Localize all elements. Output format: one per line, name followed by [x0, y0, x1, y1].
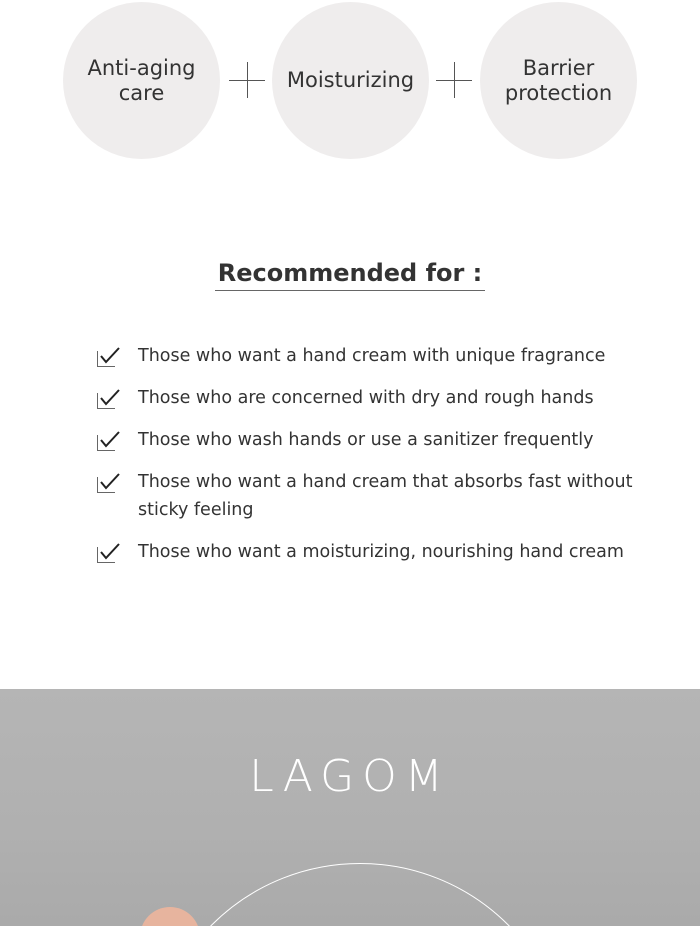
benefits-section	[0, 0, 700, 160]
list-item-text: Those who wash hands or use a sanitizer frequently	[138, 430, 594, 450]
decorative-arc	[150, 863, 570, 926]
list-item	[97, 384, 657, 412]
brand-logo: LAGOM	[249, 751, 451, 802]
list-item	[97, 426, 657, 454]
list-item-text: Those who want a hand cream that absorbs fast without sticky feeling	[138, 472, 633, 520]
benefit-label: Moisturizing	[286, 68, 415, 92]
brand-banner	[0, 689, 700, 926]
plus-icon	[229, 62, 265, 98]
hand-image	[140, 907, 200, 926]
list-item-text: Those who want a hand cream with unique fragrance	[138, 346, 606, 366]
list-item	[97, 468, 657, 524]
checkbox-check-icon	[97, 543, 119, 563]
benefit-anti-aging	[63, 2, 220, 159]
list-item-text: Those who are concerned with dry and rough hands	[138, 388, 594, 408]
checkbox-check-icon	[97, 431, 119, 451]
checkbox-check-icon	[97, 347, 119, 367]
checkbox-check-icon	[97, 389, 119, 409]
checkbox-check-icon	[97, 473, 119, 493]
benefit-moisturizing	[272, 2, 429, 159]
recommended-title-text: Recommended for :	[215, 259, 486, 291]
benefit-barrier-protection	[480, 2, 637, 159]
recommended-list	[97, 342, 657, 566]
benefit-label: Anti-aging care	[87, 55, 196, 105]
list-item	[97, 538, 657, 566]
plus-icon	[436, 62, 472, 98]
list-item-text: Those who want a moisturizing, nourishing hand cream	[138, 542, 624, 562]
recommended-title	[0, 259, 700, 291]
list-item	[97, 342, 657, 370]
benefit-label: Barrier protection	[504, 55, 613, 105]
